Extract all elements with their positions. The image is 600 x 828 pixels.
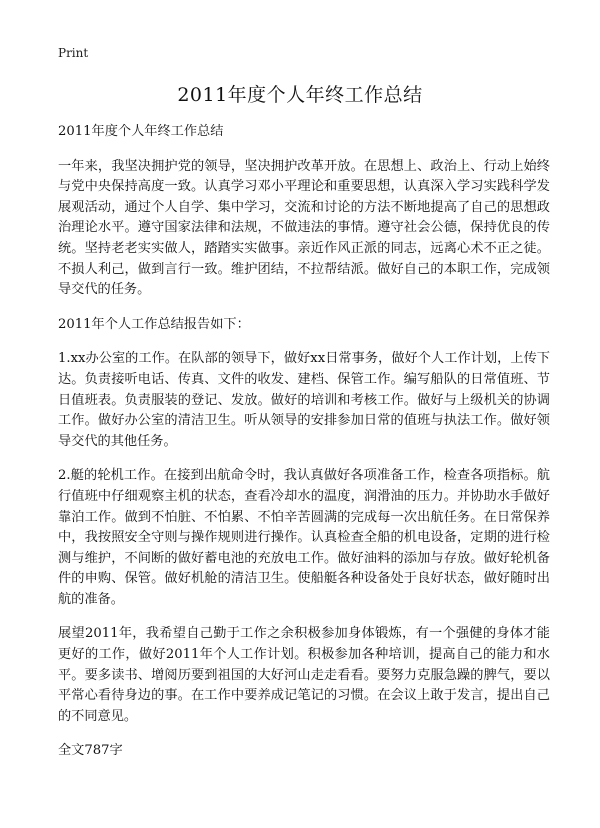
word-count: 全文787字 xyxy=(58,743,123,759)
paragraph-intro: 一年来，我坚决拥护党的领导，坚决拥护改革开放。在思想上、政治上、行动上始终与党中央保持高度一致。认真学习邓小平理论和重要思想，认真深入学习实践科学发展观活动，通过个人自学、集中学习，交流和讨论的方法不断地提高了自己的思想政治理论水平。遵守国家法律和法规，不做违法的事情。遵守社会公德，保持优良的传统。坚持老老实实做人，踏踏实实做事。亲近作风正派的同志，远离心术不正之徒。不损人利己，做到言行一致。维护团结，不拉帮结派。做好自己的本职工作，完成领导交代的任务。 xyxy=(58,158,550,298)
document-body xyxy=(58,122,550,776)
paragraph-report-heading: 2011年个人工作总结报告如下： xyxy=(58,316,250,332)
paragraph-outlook: 展望2011年，我希望自己勤于工作之余积极参加身体锻炼，有一个强健的身体才能更好的工作，做好2011年个人工作计划。积极参加各种培训，提高自己的能力和水平。要多读书、增阅历要到祖国的大好河山走走看看。要努力克服急躁的脾气，要以平常心看待身边的事。在工作中要养成记笔记的习惯。在会议上敢于发言，提出自己的不同意见。 xyxy=(58,626,550,724)
page-title: 2011年度个人年终工作总结 xyxy=(177,84,423,106)
paragraph-office-work: 1.xx办公室的工作。在队部的领导下，做好xx日常事务，做好个人工作计划，上传下达。负责接听电话、传真、文件的收发、建档、保管工作。编写船队的日常值班、节日值班表。负责服装的登记、发放。做好的培训和考核工作。做好与上级机关的协调工作。做好办公室的清洁卫生。听从领导的安排参加日常的值班与执法工作。做好领导交代的其他任务。 xyxy=(58,351,550,449)
print-link[interactable]: Print xyxy=(58,46,89,60)
paragraph-engine-work: 2.艇的轮机工作。在接到出航命令时，我认真做好各项准备工作，检查各项指标。航行值班中仔细观察主机的状态，查看冷却水的温度，润滑油的压力。并协助水手做好靠泊工作。做到不怕脏、不怕累、不怕辛苦圆满的完成每一次出航任务。在日常保养中，我按照安全守则与操作规则进行操作。认真检查全船的机电设备，定期的进行检测与维护，不间断的做好蓄电池的充放电工作。做好油料的添加与存放。做好轮机备件的申购、保管。做好机舱的清洁卫生。使船艇各种设备处于良好状态，做好随时出航的准备。 xyxy=(58,468,550,607)
document-subtitle: 2011年度个人年终工作总结 xyxy=(58,124,224,139)
